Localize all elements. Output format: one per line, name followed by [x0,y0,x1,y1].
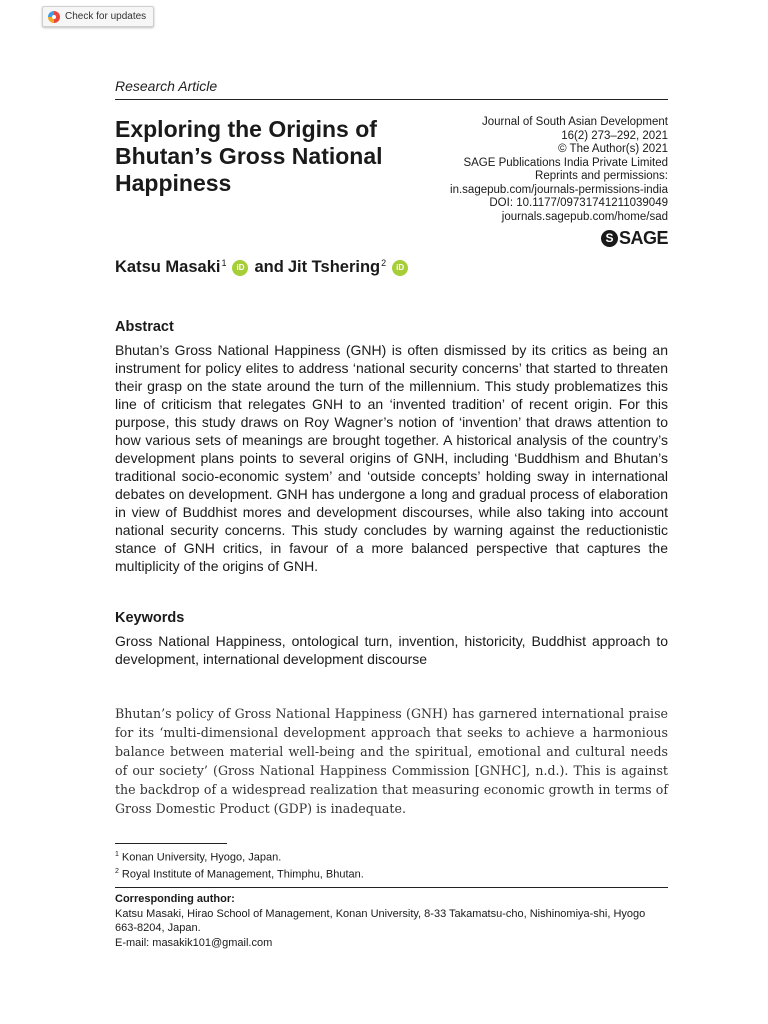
sage-logo [601,228,668,248]
footnote-2 [115,865,364,882]
footnote-mark-2: 2 [115,867,119,875]
author-affiliation-mark-1: 1 [221,257,227,268]
reprints-label: Reprints and permissions: [535,170,668,182]
author-name-1: Katsu Masaki [115,258,221,276]
sage-logo-icon: S [601,230,618,247]
footnote-mark-1: 1 [115,851,119,858]
footnote-1 [115,848,364,865]
publisher: SAGE Publications India Private Limited [463,156,668,169]
journal-name: Journal of South Asian Development [481,116,668,128]
abstract-text: Bhutan’s Gross National Happiness (GNH) is often dismissed by its critics as being an instrument for policy elites to address ‘national security concerns’ that started to threaten their grasp on the state around the turn of the millennium. This study problematizes this line of criticism that relegates GNH to an ‘invented tradition’ of recent origin. For this purpose, this study draws on Roy Wagner’s notion of ‘invention’ that draws attention to how various sets of meanings are brought together. A historical analysis of the country’s development plans points to several origins of GNH, including ‘Buddhism and Bhutan’s traditional socio-economic system’ and ‘outside concepts’ holding sway in international debates on development. GNH has undergone a long and gradual process of elaboration in view of Buddhist mores and development discourses, while also taking into account national security concerns. This study concludes by warning against the reductionistic stance of GNH critics, in favour of a more balanced perspective that captures the multiplicity of the origins of GNH. [115,342,668,574]
journal-homepage-link[interactable]: journals.sagepub.com/home/sad [501,210,668,223]
sage-logo-word: SAGE [618,227,668,248]
doi-link[interactable]: DOI: 10.1177/09731741211039049 [489,197,668,209]
footnotes [115,848,364,881]
footnote-text-1: Konan University, Hyogo, Japan. [121,851,282,864]
corresponding-heading: Corresponding author: [115,893,235,905]
author-line [115,258,414,277]
author-conjunction: and [254,258,284,276]
check-for-updates-button[interactable] [42,6,154,27]
abstract-heading: Abstract [115,319,174,335]
check-for-updates-label: Check for updates [65,11,147,22]
footnote-divider [115,843,227,844]
corresponding-divider [115,887,668,888]
permissions-link[interactable]: in.sagepub.com/journals-permissions-india [450,183,668,196]
journal-volume: 16(2) 273–292, 2021 [561,129,668,142]
orcid-icon[interactable]: iD [392,260,408,276]
article-type: Research Article [115,78,218,94]
article-title: Exploring the Origins of Bhutan’s Gross National Happiness [115,116,383,196]
author-name-2: Jit Tshering [287,258,381,276]
crossmark-icon [48,11,60,23]
copyright: © The Author(s) 2021 [558,143,668,155]
corresponding-email[interactable]: E-mail: masakik101@gmail.com [115,936,273,949]
orcid-icon[interactable]: iD [232,260,248,276]
footnote-text-2: Royal Institute of Management, Thimphu, Bhutan. [121,868,364,881]
header-divider [115,99,668,100]
corresponding-address: Katsu Masaki, Hirao School of Management, Konan University, 8-33 Takamatsu-cho, Nishinomiya-shi, Hyogo 663-8204, Japan. [115,907,646,934]
body-paragraph: Bhutan’s policy of Gross National Happiness (GNH) has garnered international praise for its ‘multi-dimensional development approach that seeks to achieve a harmonious balance between material well-being and the spiritual, emotional and cultural needs of our society’ (Gross National Happiness Commission [GNHC], n.d.). This is against the backdrop of a widespread realization that measuring economic growth in terms of Gross Domestic Product (GDP) is inadequate. [115,706,668,816]
keywords-text: Gross National Happiness, ontological turn, invention, historicity, Buddhist approach to development, international development discourse [115,633,668,667]
author-affiliation-mark-2: 2 [381,257,387,268]
corresponding-author [115,892,668,950]
keywords-heading: Keywords [115,610,185,626]
journal-info [368,116,668,224]
